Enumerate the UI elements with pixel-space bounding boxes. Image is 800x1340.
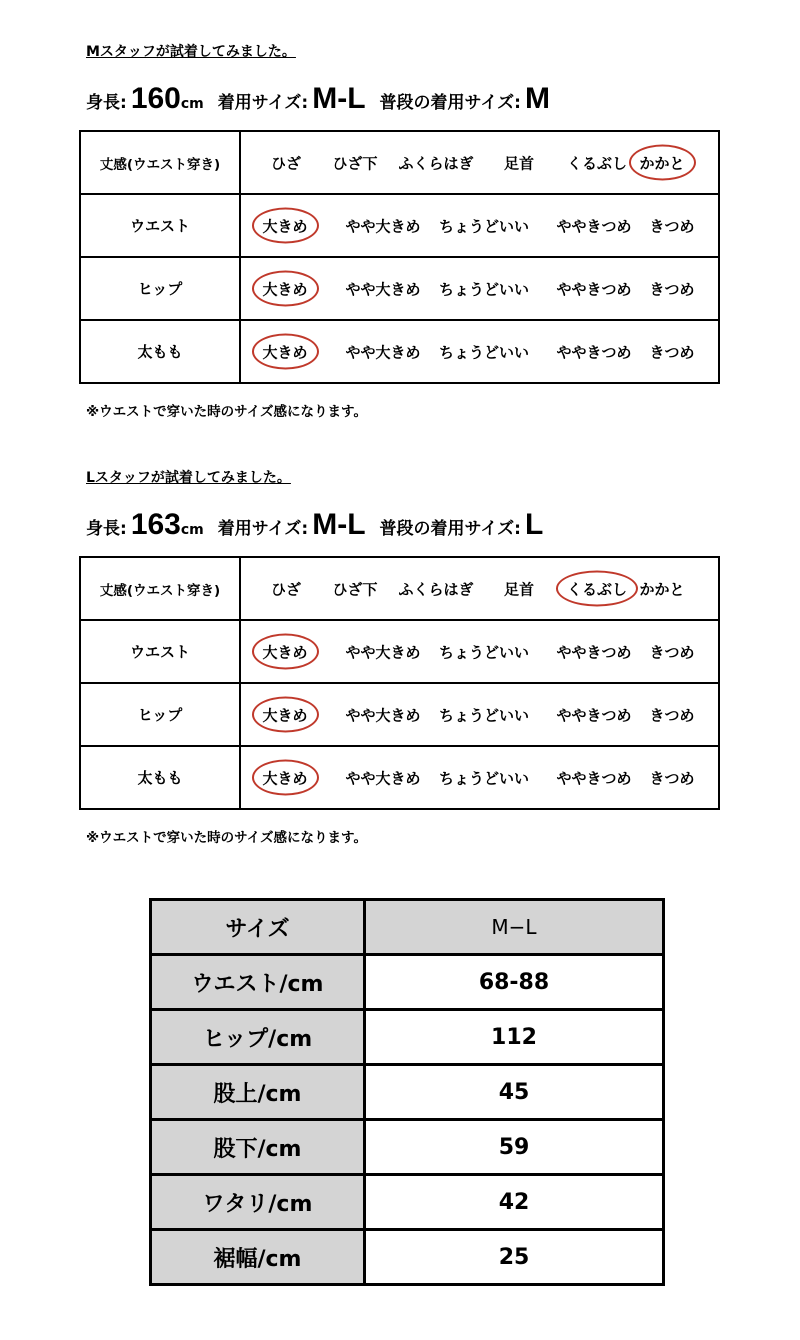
staff-l-heading: Lスタッフが試着してみました。: [86, 470, 291, 486]
height-unit: cm: [180, 96, 204, 112]
height-value: 163: [130, 508, 181, 541]
staff-l-note: ※ウエストで穿いた時のサイズ感になります。: [86, 830, 367, 846]
fit-option: ややきつめ: [556, 217, 632, 235]
fit-option: ややきつめ: [556, 706, 632, 724]
fit-option: ちょうどいい: [438, 217, 530, 235]
fit-option: ややきつめ: [556, 343, 632, 361]
worn-size-label: 着用サイズ: [217, 93, 302, 113]
worn-size-value: M-L: [312, 82, 366, 115]
fit-option: きつめ: [649, 706, 695, 724]
fit-row: [80, 620, 719, 683]
fit-option: きつめ: [649, 217, 695, 235]
fit-options: [240, 131, 719, 194]
size-row-label: ウエスト/cm: [151, 955, 365, 1010]
fit-option: 足首: [503, 154, 535, 172]
staff-l-fit-table: [79, 556, 720, 810]
size-row: [151, 1175, 664, 1230]
fit-row: [80, 320, 719, 383]
size-header-value: M−L: [365, 900, 664, 955]
height-label: 身長: [86, 519, 120, 539]
staff-l-meta: 身長: 163cm 着用サイズ: M-L 普段の着用サイズ: L: [86, 508, 544, 541]
fit-option-selected: かかと: [639, 154, 685, 172]
fit-option: 足首: [503, 580, 535, 598]
fit-row: [80, 746, 719, 809]
fit-options: [240, 620, 719, 683]
fit-option: ひざ下: [332, 580, 378, 598]
fit-option: やや大きめ: [345, 217, 421, 235]
worn-size-label: 着用サイズ: [217, 519, 302, 539]
size-row-value: 59: [365, 1120, 664, 1175]
fit-option: かかと: [639, 580, 685, 598]
size-row-value: 112: [365, 1010, 664, 1065]
size-row-value: 25: [365, 1230, 664, 1285]
fit-options: [240, 683, 719, 746]
fit-option-selected: くるぶし: [566, 580, 628, 598]
fit-option: ちょうどいい: [438, 769, 530, 787]
fit-row-label: 太もも: [80, 320, 240, 383]
fit-row-label: 丈感(ウエスト穿き): [80, 131, 240, 194]
size-row: [151, 1065, 664, 1120]
fit-options: [240, 257, 719, 320]
fit-option: ややきつめ: [556, 769, 632, 787]
height-value: 160: [130, 82, 181, 115]
staff-m-note: ※ウエストで穿いた時のサイズ感になります。: [86, 404, 367, 420]
fit-options: [240, 746, 719, 809]
fit-option: ちょうどいい: [438, 643, 530, 661]
fit-option: ちょうどいい: [438, 706, 530, 724]
fit-option: ややきつめ: [556, 643, 632, 661]
size-row: [151, 955, 664, 1010]
fit-option: きつめ: [649, 643, 695, 661]
fit-row: [80, 683, 719, 746]
size-row-value: 45: [365, 1065, 664, 1120]
fit-option: きつめ: [649, 343, 695, 361]
fit-option: ふくらはぎ: [398, 580, 474, 598]
fit-option: やや大きめ: [345, 643, 421, 661]
fit-option: ひざ下: [332, 154, 378, 172]
size-header-label: サイズ: [151, 900, 365, 955]
fit-option: きつめ: [649, 280, 695, 298]
size-row: [151, 1120, 664, 1175]
size-row: [151, 1010, 664, 1065]
fit-option-selected: 大きめ: [262, 706, 308, 724]
fit-option: ひざ: [270, 154, 302, 172]
fit-option-selected: 大きめ: [262, 280, 308, 298]
usual-size-label: 普段の着用サイズ: [379, 93, 515, 113]
size-row-label: 股下/cm: [151, 1120, 365, 1175]
fit-option: ちょうどいい: [438, 343, 530, 361]
fit-row: [80, 131, 719, 194]
staff-m-meta: 身長: 160cm 着用サイズ: M-L 普段の着用サイズ: M: [86, 82, 550, 115]
fit-row-label: ウエスト: [80, 194, 240, 257]
fit-option-selected: 大きめ: [262, 343, 308, 361]
fit-row-label: 丈感(ウエスト穿き): [80, 557, 240, 620]
size-row-label: ワタリ/cm: [151, 1175, 365, 1230]
size-row-label: ヒップ/cm: [151, 1010, 365, 1065]
fit-option-selected: 大きめ: [262, 217, 308, 235]
usual-size-value: M: [524, 82, 550, 115]
fit-row-label: ヒップ: [80, 257, 240, 320]
size-row: [151, 1230, 664, 1285]
fit-options: [240, 320, 719, 383]
height-unit: cm: [180, 522, 204, 538]
fit-option: ちょうどいい: [438, 280, 530, 298]
fit-option: やや大きめ: [345, 769, 421, 787]
fit-option: ひざ: [270, 580, 302, 598]
size-header-row: [151, 900, 664, 955]
size-row-value: 42: [365, 1175, 664, 1230]
size-spec-table: [149, 898, 665, 1286]
staff-m-fit-table: [79, 130, 720, 384]
fit-row: [80, 257, 719, 320]
fit-row-label: ヒップ: [80, 683, 240, 746]
size-row-value: 68-88: [365, 955, 664, 1010]
fit-options: [240, 194, 719, 257]
fit-option: くるぶし: [566, 154, 628, 172]
fit-option: やや大きめ: [345, 343, 421, 361]
fit-row-label: 太もも: [80, 746, 240, 809]
fit-option: ややきつめ: [556, 280, 632, 298]
usual-size-label: 普段の着用サイズ: [379, 519, 515, 539]
fit-row: [80, 194, 719, 257]
size-row-label: 股上/cm: [151, 1065, 365, 1120]
staff-m-heading: Mスタッフが試着してみました。: [86, 44, 296, 60]
size-row-label: 裾幅/cm: [151, 1230, 365, 1285]
fit-row-label: ウエスト: [80, 620, 240, 683]
fit-options: [240, 557, 719, 620]
height-label: 身長: [86, 93, 120, 113]
fit-option: やや大きめ: [345, 280, 421, 298]
fit-option-selected: 大きめ: [262, 643, 308, 661]
fit-row: [80, 557, 719, 620]
usual-size-value: L: [524, 508, 544, 541]
fit-option: やや大きめ: [345, 706, 421, 724]
fit-option: きつめ: [649, 769, 695, 787]
worn-size-value: M-L: [312, 508, 366, 541]
fit-option: ふくらはぎ: [398, 154, 474, 172]
fit-option-selected: 大きめ: [262, 769, 308, 787]
